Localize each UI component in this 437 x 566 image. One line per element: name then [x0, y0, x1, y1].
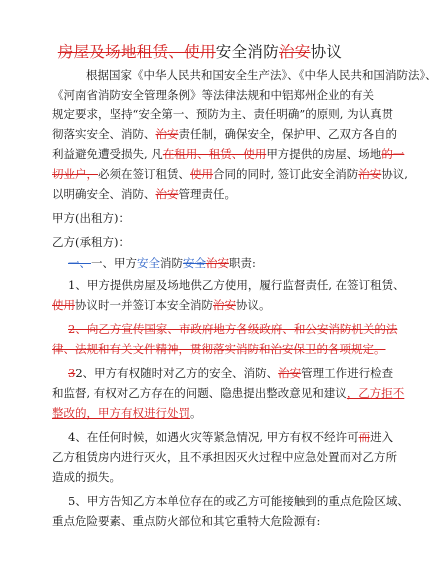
text: 管理工作进行检查 — [301, 366, 394, 380]
text: 消防 — [160, 256, 183, 270]
title-text-end: 协议 — [310, 43, 343, 61]
deleted-text: 切业户， — [52, 167, 98, 181]
text: 协议。 — [236, 298, 271, 312]
deleted-text: 的一 — [381, 147, 405, 161]
deleted-text: 治安 — [213, 298, 236, 312]
inserted-text: 整改的，甲方有权进行处罚 — [52, 406, 190, 420]
deleted-text: 治安 — [155, 187, 179, 201]
party-a-label: 甲方(出租方)： — [52, 211, 130, 225]
title-deleted-text-2: 治安 — [279, 43, 311, 61]
para1-line4 — [52, 127, 397, 141]
item2-deleted-line1: 2、向乙方宣传国家、市政府地方各级政府、和公安消防机关的法 — [68, 322, 398, 336]
para1-line1: 根据国家《中华人民共和国安全生产法》、《中华人民共和国消防法》、 — [86, 68, 437, 82]
text: 4、在任何时候，如遇火灾等紧急情况, 甲方有权不经许可 — [68, 430, 359, 444]
item4-line1 — [68, 430, 398, 444]
text: 责任制，确保安全，保护甲、乙双方各自的 — [178, 127, 397, 141]
deleted-text: 治安 — [155, 127, 179, 141]
text: 职责: — [229, 256, 256, 270]
deleted-text: 使用 — [52, 298, 75, 312]
document-title — [0, 40, 400, 62]
para1-line2: 《河南省消防安全管理条例》等法律法规和中铝郑州企业的有关 — [52, 88, 374, 102]
item3-line3 — [52, 406, 382, 420]
text: 2、甲方有权随时对乙方的安全、消防、 — [75, 366, 279, 380]
deleted-text: 安全 — [183, 256, 206, 270]
item1-line2 — [52, 298, 382, 312]
deleted-text: 治安 — [358, 167, 382, 181]
text: 甲方提供的房屋、场地 — [266, 147, 382, 161]
text: 以明确安全、消防、 — [52, 187, 156, 201]
text: 利益避免遭受损失, 凡 — [52, 147, 163, 161]
inserted-text: ，乙方拒不 — [346, 386, 405, 400]
deleted-text: 一、 — [68, 256, 91, 270]
item4-line2: 乙方租赁房内进行灭火，且不承担因灭火过程中应急处置而对乙方所 — [52, 450, 397, 464]
text: 协议时一并签订本安全消防 — [75, 298, 213, 312]
deleted-text: 治安 — [278, 366, 302, 380]
text: 合同的同时, 签订此安全消防 — [213, 167, 359, 181]
item1-line1: 1、甲方提供房屋及场地供乙方使用，履行监督责任, 在签订租赁、 — [68, 278, 405, 292]
deleted-text: 而 — [358, 430, 371, 444]
title-deleted-text: 房屋及场地租赁、使用 — [57, 43, 216, 61]
text: 必须在签订租赁、 — [98, 167, 190, 181]
item5-line1: 5、甲方告知乙方本单位存在的或乙方可能接触到的重点危险区域、 — [68, 494, 409, 508]
text: 进入 — [370, 430, 394, 444]
para1-line6 — [52, 167, 408, 181]
para1-line5 — [52, 147, 405, 161]
party-b-label: 乙方(承租方)： — [52, 235, 130, 249]
text: 。 — [190, 406, 202, 420]
para1-line3: 规定要求，坚持“安全第一、预防为主、责任明确”的原则, 为认真贯 — [52, 107, 394, 121]
text: 协议, — [381, 167, 408, 181]
inserted-text: 安全 — [137, 256, 160, 270]
item3-line1 — [68, 366, 398, 380]
deleted-text: 治安 — [206, 256, 229, 270]
item2-deleted-line2: 律、法规和有关文件精神，贯彻落实消防和治安保卫的各项规定。 — [52, 342, 386, 356]
para1-line7 — [52, 187, 382, 201]
text: 彻落实安全、消防、 — [52, 127, 156, 141]
item3-line2 — [52, 386, 405, 400]
deleted-text: 3 — [68, 366, 76, 380]
item5-line2: 重点危险要素、重点防火部位和其它重特大危险源有: — [52, 514, 321, 528]
section1-heading — [68, 256, 398, 270]
text: 管理责任。 — [178, 187, 236, 201]
text: 和监督, 有权对乙方存在的问题、隐患提出整改意见和建议 — [52, 386, 347, 400]
title-text: 安全消防 — [215, 43, 279, 61]
deleted-text: 在租用、租赁、使用 — [162, 147, 267, 161]
deleted-text: 使用 — [190, 167, 213, 181]
text: 一、甲方 — [91, 256, 137, 270]
item4-line3: 造成的损失。 — [52, 470, 121, 484]
